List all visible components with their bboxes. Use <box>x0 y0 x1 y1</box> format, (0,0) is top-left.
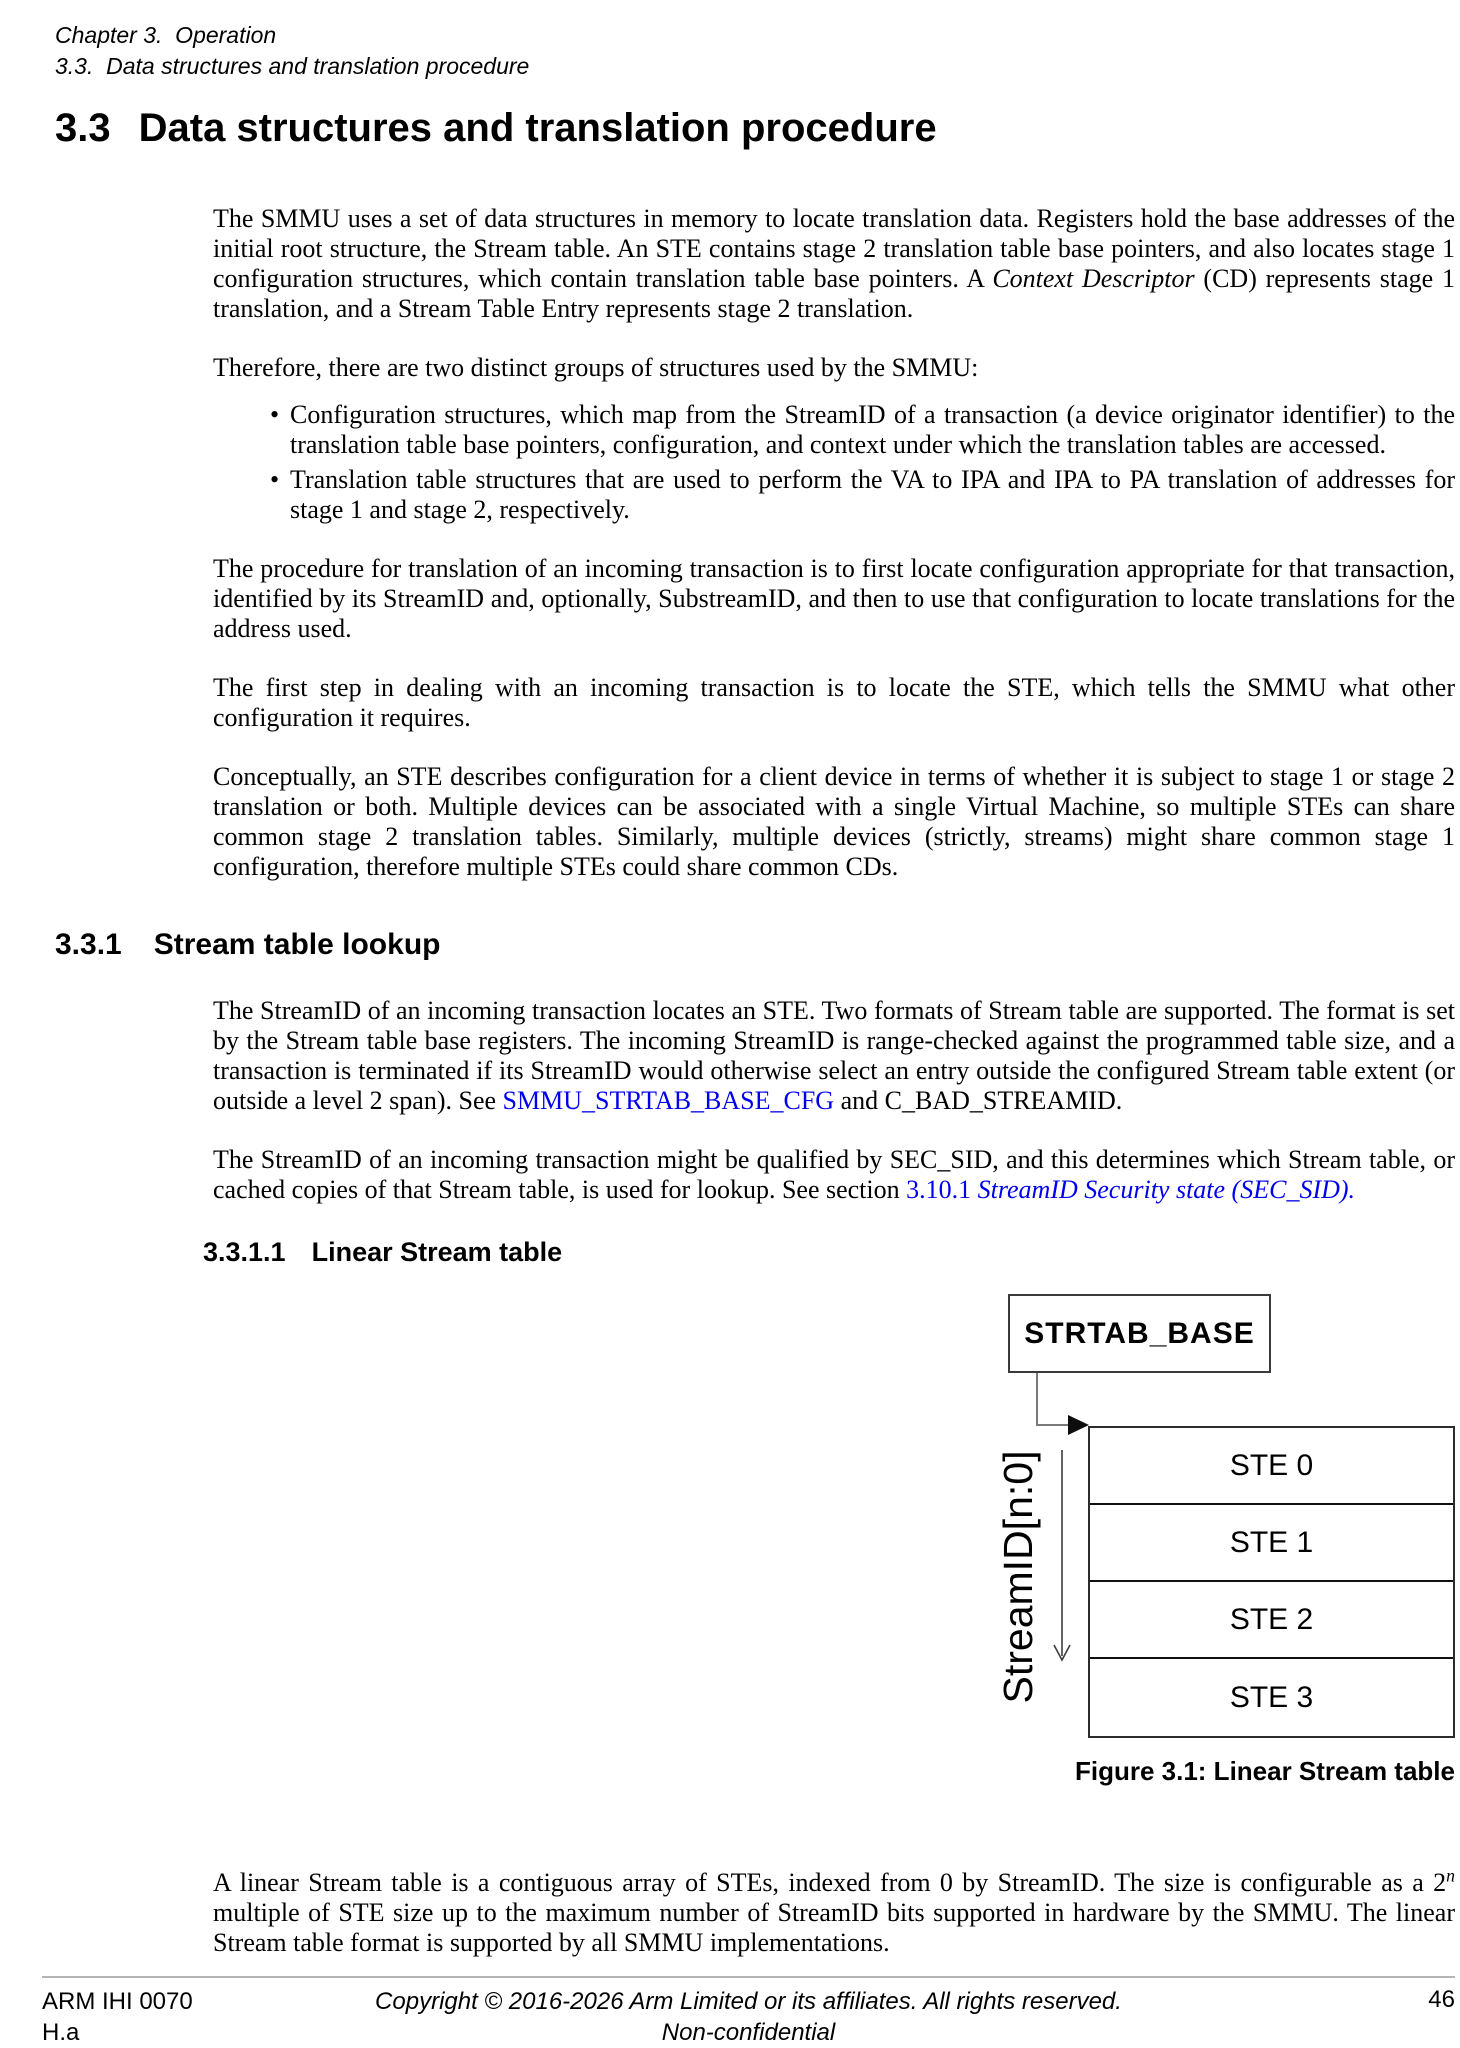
link-smmu-strtab-base-cfg[interactable]: SMMU_STRTAB_BASE_CFG <box>502 1086 835 1115</box>
strtab-base-box: STRTAB_BASE <box>1008 1294 1271 1373</box>
streamid-axis-label: StreamID[n:0] <box>995 1450 1041 1704</box>
right-arrowhead-icon <box>1068 1415 1089 1435</box>
superscript-n: n <box>1446 1865 1455 1886</box>
paragraph-text: multiple of STE size up to the maximum number of StreamID bits supported in hardware by the SMMU. The linear Stream table format is supported by all SMMU implementations. <box>213 1898 1455 1957</box>
list-item-text: Translation table structures that are used to perform the VA to IPA and IPA to PA translation of addresses for stage 1 and stage 2, respectively. <box>290 465 1455 524</box>
subsubsection-title: Linear Stream table <box>311 1237 563 1267</box>
bullet-list <box>213 400 1455 525</box>
paragraph-text: The StreamID of an incoming transaction might be qualified by SEC_SID, and this determines which Stream table, or cached copies of that Stream table, is used for lookup. See section <box>213 1145 1455 1204</box>
paragraph-text: and C_BAD_STREAMID. <box>834 1086 1123 1115</box>
footer-version: H.a <box>42 2019 80 2046</box>
link-section-number: 3.10.1 <box>906 1175 978 1204</box>
paragraph-procedure: The procedure for translation of an incoming transaction is to first locate configuration appropriate for that transaction, identified by its StreamID and, optionally, SubstreamID, and then to use that configuration to locate translations for the address used. <box>213 554 1455 643</box>
ste-row: STE 1 <box>1090 1505 1453 1582</box>
paragraph-conceptually: Conceptually, an STE describes configuration for a client device in terms of whether it is subject to stage 1 or stage 2 translation or both. Multiple devices can be associated with a single Virtual Machine, so multiple STEs can share common stage 2 translation tables. Similarly, multiple devices (strictly, streams) might share common stage 1 configuration, therefore multiple STEs could share common CDs. <box>213 762 1455 881</box>
paragraph-linear-table <box>213 1865 1455 1958</box>
section-number: 3.3 <box>55 106 111 150</box>
footer-copyright: Copyright © 2016-2026 Arm Limited or its affiliates. All rights reserved. <box>375 1988 1122 2015</box>
body-block-3 <box>213 1865 1455 1958</box>
paragraph-sec-sid <box>213 1145 1455 1205</box>
section-title: Data structures and translation procedure <box>138 106 937 150</box>
bullet-icon: • <box>270 400 280 429</box>
paragraph-intro <box>213 204 1455 324</box>
paragraph-two-groups: Therefore, there are two distinct groups of structures used by the SMMU: <box>213 353 979 382</box>
emphasis-context-descriptor: Context Descriptor <box>992 264 1195 293</box>
ste-table <box>1088 1426 1455 1738</box>
running-header <box>55 20 1455 82</box>
ste-row: STE 2 <box>1090 1582 1453 1659</box>
figure-caption: Figure 3.1: Linear Stream table <box>1074 1756 1455 1786</box>
paragraph-first-step: The first step in dealing with an incoming transaction is to locate the STE, which tells the SMMU what other configuration it requires. <box>213 673 1455 732</box>
list-item <box>213 400 1455 460</box>
bullet-icon: • <box>270 465 280 494</box>
paragraph-text: (CD) represents stage 1 translation, and a Stream Table Entry represents stage 2 translation. <box>213 264 1455 323</box>
footer-divider <box>42 1976 1455 1978</box>
connector-line-horizontal <box>1036 1424 1072 1426</box>
subsection-title: Stream table lookup <box>153 928 441 961</box>
subsection-heading <box>55 928 1455 962</box>
section-heading <box>55 106 1455 150</box>
link-section-title: StreamID Security state (SEC_SID). <box>977 1175 1356 1204</box>
figure-linear-stream-table <box>55 1294 1455 1794</box>
subsubsection-number: 3.3.1.1 <box>203 1237 286 1267</box>
paragraph-text: The SMMU uses a set of data structures in memory to locate translation data. Registers hold the base addresses of the initial root structure, the Stream table. An STE contains stage 2 translation table base pointers, and also locates stage 1 configuration structures, which contain translation table base pointers. A <box>213 204 1455 293</box>
list-item-text: Configuration structures, which map from the StreamID of a transaction (a device originator identifier) to the translation table base pointers, configuration, and context under which the translation tables are accessed. <box>290 400 1455 459</box>
connector-line-vertical <box>1036 1373 1038 1426</box>
running-header-chapter: Chapter 3. Operation <box>55 22 277 48</box>
footer-classification: Non-confidential <box>661 2019 836 2046</box>
list-item <box>213 465 1455 525</box>
body-block-2 <box>213 996 1455 1205</box>
ste-row: STE 3 <box>1229 1680 1314 1714</box>
paragraph-stream-lookup <box>213 996 1455 1116</box>
down-arrow-icon <box>1052 1450 1072 1666</box>
link-streamid-security-state[interactable] <box>906 1175 1355 1204</box>
paragraph-text: The StreamID of an incoming transaction locates an STE. Two formats of Stream table are supported. The format is set by the Stream table base registers. The incoming StreamID is range-checked against the programmed table size, and a transaction is terminated if its StreamID would otherwise select an entry outside the configured Stream table extent (or outside a level 2 span). See <box>213 996 1455 1115</box>
footer-page-number: 46 <box>1428 1986 1455 2013</box>
page-footer <box>42 1976 1455 2048</box>
footer-doc-id: ARM IHI 0070 <box>42 1988 193 2015</box>
ste-row: STE 0 <box>1090 1428 1453 1505</box>
subsubsection-heading <box>203 1237 1455 1268</box>
footer-doc-info <box>42 1986 302 2048</box>
body-block-1 <box>213 204 1455 882</box>
running-header-section: 3.3. Data structures and translation procedure <box>55 53 530 79</box>
paragraph-text: A linear Stream table is a contiguous array of STEs, indexed from 0 by StreamID. The size is configurable as a 2 <box>213 1868 1447 1897</box>
subsection-number: 3.3.1 <box>55 928 122 961</box>
footer-legal <box>302 1986 1195 2048</box>
